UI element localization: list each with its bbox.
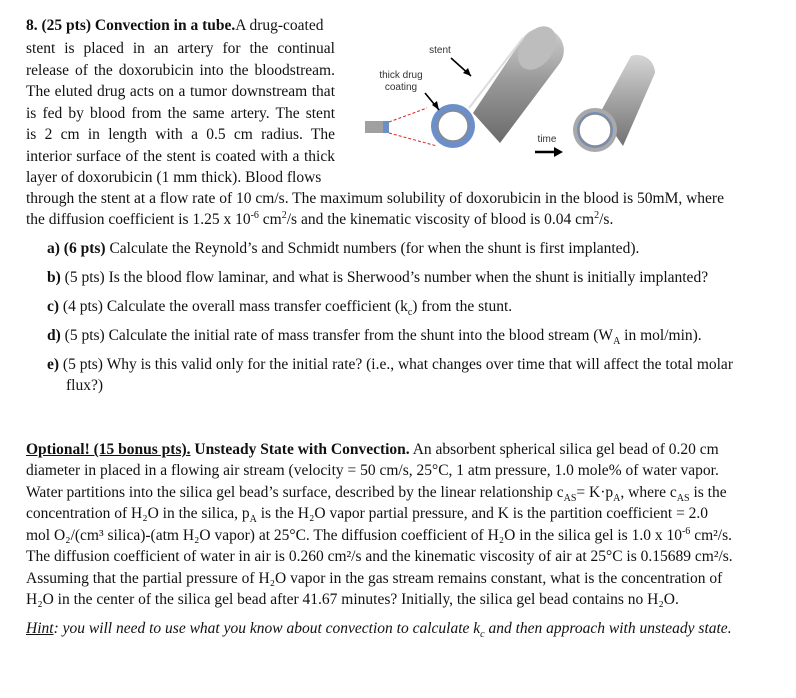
hint-line: Hint: you will need to use what you know about convection to calculate $k_c$ and then approach with unsteady state. [26,620,732,641]
stent-figure [355,18,655,183]
problem-line-10: the diffusion coefficient is 1.25 x $10^{-6}$ $cm^2/s$ and the kinematic viscosity of blood is 0.04 $cm^2/s$. [26,209,614,228]
intro-line-1: stent is placed in an artery for the continual [26,40,335,57]
part-a: a) (6 pts) Calculate the Reynold’s and Schmidt numbers (for when the shunt is first implanted). [47,240,640,257]
intro-line-4: is fed by blood from the same artery. The stent [26,105,335,122]
part-e: e) (5 pts) Why is this valid only for the initial rate? (i.e., what changes over time that will affect the total molar [47,356,733,373]
intro-line-2: release of the doxorubicin into the bloodstream. [26,62,335,79]
stent-tube-after [573,55,655,152]
intro-line-0: A drug-coated [235,17,324,34]
part-b: b) (5 pts) Is the blood flow laminar, and what is Sherwood’s number when the shunt is initially implanted? [47,269,709,286]
optional-line-7: Assuming that the partial pressure of H₂O vapor in the gas stream remains constant, what is the concentration of [26,570,723,587]
intro-line-5: is 2 cm in length with a 0.5 cm radius. The [26,126,335,143]
optional-line-2: diameter in placed in a flowing air stream (velocity = 50 cm/s, 25°C, 1 atm pressure, 1.0 mole% of water vapor. [26,462,719,479]
problem-line-9: through the stent at a flow rate of 10 cm/s. The maximum solubility of doxorubicin in the blood is 50mM, where [26,190,724,207]
optional-line-4: concentration of H₂O in the silica, $p_A$ is the H₂O vapor partial pressure, and K is the partition coefficient = 2.0 [26,505,709,526]
stent-diagram [355,18,655,183]
optional-line-6: The diffusion coefficient of water in air is 0.260 cm²/s and the kinematic viscosity of air at 25°C is 0.15689 cm²/s. [26,548,733,565]
label-time: time [537,134,557,145]
label-coating-2: coating [384,82,418,93]
part-e-cont: flux?) [66,377,104,394]
intro-line-7: layer of doxorubicin (1 mm thick). Blood flows [26,169,322,186]
zoom-line-top [389,108,427,122]
label-stent: stent [429,45,451,56]
optional-line-5: mol O₂/(cm³ silica)-(atm H₂O vapor) at 25°C. The diffusion coefficient of H₂O in the silica gel is 1.0 x $10^{-6}$ cm²/s. [26,525,732,544]
hint-label: Hint [26,620,54,637]
optional-heading-line: Optional! (15 bonus pts). Unsteady State with Convection. An absorbent spherical silica gel bead of 0.20 cm [26,441,719,458]
problem-heading-line [26,16,335,35]
zoom-line-bottom [389,133,437,146]
problem-heading: 8. (25 pts) Convection in a tube. [26,17,236,34]
intro-line-3: The eluted drug acts on a tumor downstream that [26,83,335,100]
part-c: c) (4 pts) Calculate the overall mass transfer coefficient $(k_c)$ from the stunt. [47,298,513,319]
stent-tube-before [431,19,564,148]
label-coating-1: thick drug [379,70,423,81]
part-d: d) (5 pts) Calculate the initial rate of mass transfer from the shunt into the blood stream ($W_A$ in mol/min). [47,327,702,348]
intro-line-6: interior surface of the stent is coated with a thick [26,148,335,165]
optional-heading: Optional! (15 bonus pts). [26,441,191,458]
optional-line-8: H₂O in the center of the silica gel bead after 41.67 minutes? Initially, the silica gel bead contains no H₂O. [26,591,679,608]
optional-line-3: Water partitions into the silica gel bead’s surface, described by the linear relationship $c_{AS}= K\cdot p_A$, where $c_{AS}$ is the [26,484,727,505]
